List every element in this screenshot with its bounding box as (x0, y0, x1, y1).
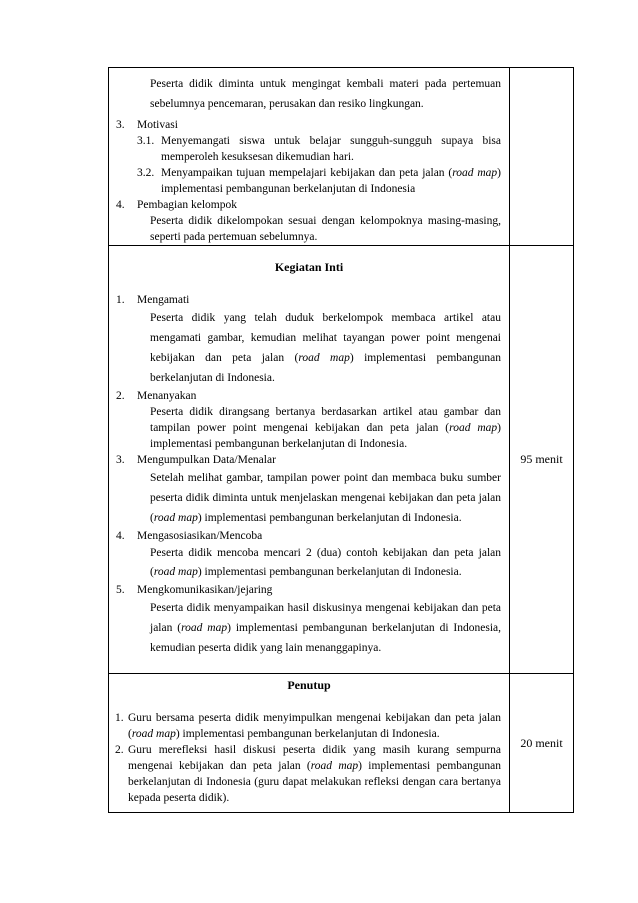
list-number: 5. (116, 584, 125, 596)
opening-content (109, 68, 510, 246)
closing-content (109, 674, 510, 813)
core-activity-content (109, 246, 510, 674)
list-number: 2. (116, 390, 125, 402)
list-item-pembagian (109, 197, 509, 213)
item-title: Mengumpulkan Data/Menalar (137, 454, 276, 466)
opening-row (109, 68, 574, 246)
sub-item-3-1 (109, 133, 509, 165)
item-title: Mengkomunikasikan/jejaring (137, 584, 273, 596)
list-number: 2. (115, 744, 124, 756)
item-title: Menanyakan (137, 390, 197, 402)
time-cell-closing: 20 menit (510, 674, 574, 813)
list-item-mengasosiasikan (109, 528, 509, 544)
sub-item-3-2 (109, 165, 509, 197)
closing-item-1: 1. Guru bersama peserta didik menyimpulkan mengenai kebijakan dan peta jalan (road map) implementasi pembangunan berkelanjutan di Indonesia. (115, 712, 501, 740)
list-item-mengkomunikasikan (109, 582, 509, 598)
item-title: Mengamati (137, 294, 190, 306)
list-number: 4. (116, 199, 125, 211)
item-body: Peserta didik dikelompokan sesuai dengan kelompoknya masing-masing, seperti pada pertemuan sebelumnya. (150, 215, 501, 243)
recall-text: Peserta didik diminta untuk mengingat kembali materi pada pertemuan sebelumnya pencemaran, perusakan dan resiko lingkungan. (150, 78, 501, 110)
list-item-mengamati (109, 292, 509, 308)
closing-item-2: 2. Guru merefleksi hasil diskusi peserta didik yang masih kurang sempurna mengenai kebijakan dan peta jalan (road map) implementasi pembangunan berkelanjutan di Indonesia (guru dapat melakukan refleksi dengan cara bertanya kepada peserta didik). (115, 744, 501, 804)
list-number: 3. (116, 454, 125, 466)
core-activity-row (109, 246, 574, 674)
item-body: Setelah melihat gambar, tampilan power point dan membaca buku sumber peserta didik diminta untuk menjelaskan mengenai kebijakan dan peta jalan (road map) implementasi pembangunan berkelanjutan di Indonesia. (150, 472, 501, 524)
item-body: Peserta didik mencoba mencari 2 (dua) contoh kebijakan dan peta jalan (road map) implementasi pembangunan berkelanjutan di Indonesia. (150, 547, 501, 578)
time-cell-core: 95 menit (510, 246, 574, 674)
item-title: Mengasosiasikan/Mencoba (137, 530, 263, 542)
item-body: Peserta didik yang telah duduk berkelompok membaca artikel atau mengamati gambar, kemudian melihat tayangan power point mengenai kebijakan dan peta jalan (road map) implementasi pembangunan berkelanjutan di Indonesia. (150, 312, 501, 384)
item-body: Peserta didik dirangsang bertanya berdasarkan artikel atau gambar dan tampilan power point mengenai kebijakan dan peta jalan (road map) implementasi pembangunan berkelanjutan di Indonesia. (150, 406, 501, 450)
sub-number: 3.2. (137, 167, 155, 179)
list-item-menanyakan (109, 388, 509, 404)
list-item-motivasi (109, 117, 509, 133)
item-title: Motivasi (137, 119, 178, 131)
time-cell-empty (510, 68, 574, 246)
sub-item-text: Menyemangati siswa untuk belajar sungguh-sungguh supaya bisa memperoleh kesuksesan dikemudian hari. (161, 135, 501, 163)
item-title: Pembagian kelompok (137, 199, 237, 211)
closing-row (109, 674, 574, 813)
section-heading: Kegiatan Inti (274, 260, 344, 274)
list-item-mengumpulkan (109, 452, 509, 468)
item-body: Peserta didik menyampaikan hasil diskusinya mengenai kebijakan dan peta jalan (road map) implementasi pembangunan berkelanjutan di Indonesia, kemudian peserta didik yang lain menanggapinya. (150, 602, 501, 654)
sub-number: 3.1. (137, 135, 155, 147)
list-number: 1. (115, 712, 124, 724)
list-number: 3. (116, 119, 125, 131)
sub-item-text: Menyampaikan tujuan mempelajari kebijakan dan peta jalan (road map) implementasi pembangunan berkelanjutan di Indonesia (161, 167, 501, 195)
list-number: 4. (116, 530, 125, 542)
list-number: 1. (116, 294, 125, 306)
lesson-plan-table (108, 67, 574, 813)
section-heading: Penutup (287, 678, 331, 692)
